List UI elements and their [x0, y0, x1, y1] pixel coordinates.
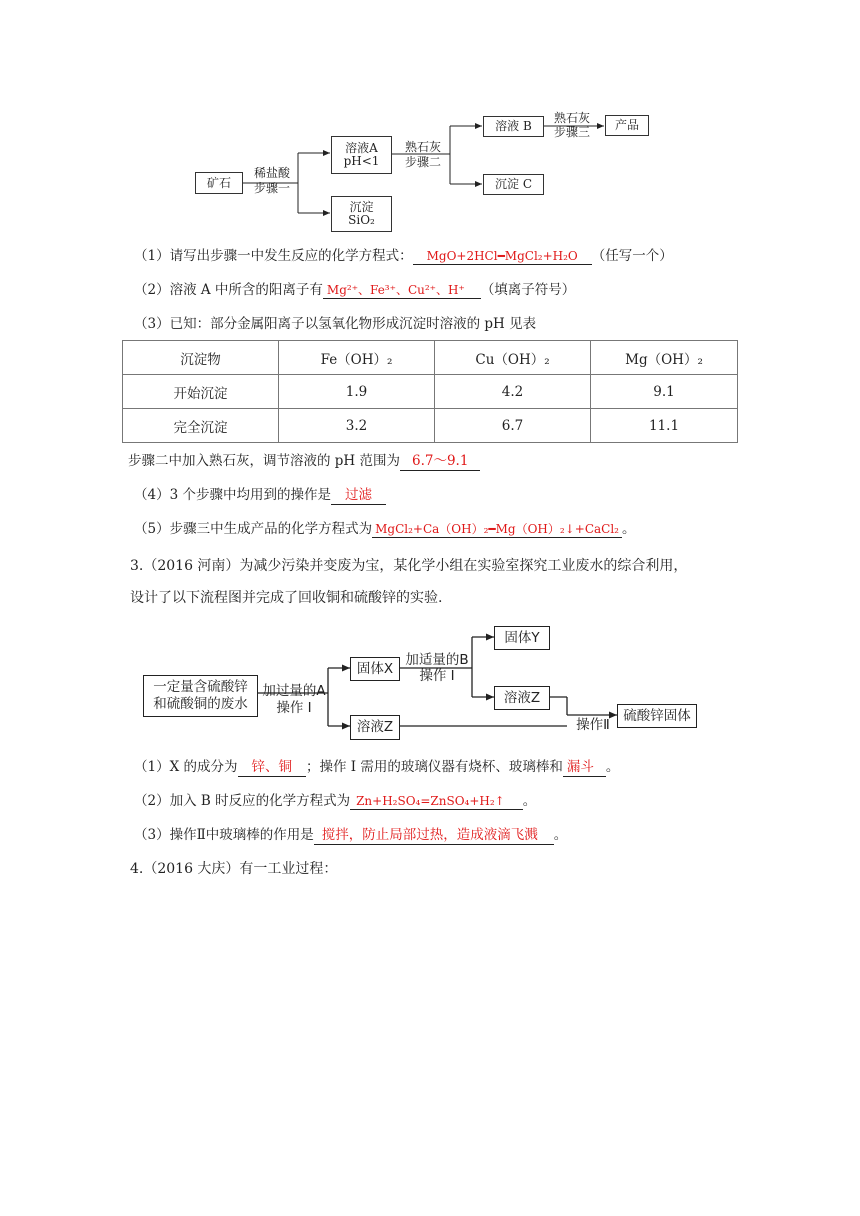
p3q1-prefix: （1）X 的成分为 [134, 759, 238, 775]
p3q1-suffix: 。 [605, 759, 620, 775]
precipitate-name: 沉淀 [349, 200, 374, 214]
ph-table [122, 340, 738, 443]
waste-water-line-2: 和硫酸铜的废水 [153, 696, 248, 712]
p3q2-prefix: （2）加入 B 时反应的化学方程式为 [134, 793, 351, 809]
q4-prefix: （4）3 个步骤中均用到的操作是 [134, 487, 331, 503]
q4-answer: 过滤 [331, 487, 386, 505]
q5-answer: MgCl₂+Ca（OH）₂━Mg（OH）₂↓+CaCl₂ [372, 522, 622, 538]
table-cell: 3.2 [279, 409, 435, 443]
operation-2-label: 操作Ⅱ [576, 717, 610, 733]
table-header-row [123, 341, 738, 375]
problem-4-text: 4.（2016 大庆）有一工业过程： [130, 861, 338, 877]
table-cell: 9.1 [591, 375, 738, 409]
solution-b-box: 溶液 B [483, 116, 544, 137]
p3q3-suffix: 。 [553, 827, 568, 843]
table-header-cell: Fe（OH）₂ [279, 341, 435, 375]
p3-question-2 [134, 792, 536, 810]
q5-prefix: （5）步骤三中生成产品的化学方程式为 [134, 521, 373, 537]
step3-label: 步骤三 [553, 125, 590, 139]
question-4 [134, 486, 386, 504]
p3q1-answer-1: 锌、铜 [238, 759, 307, 777]
precipitate-sio2-box [331, 196, 392, 232]
q3b-prefix: 步骤二中加入熟石灰，调节溶液的 pH 范围为 [128, 453, 400, 469]
table-cell: 11.1 [591, 409, 738, 443]
q1-prefix: （1）请写出步骤一中发生反应的化学方程式： [134, 248, 413, 264]
table-cell: 6.7 [435, 409, 591, 443]
p3-question-3 [134, 826, 567, 844]
table-header-cell: Cu（OH）₂ [435, 341, 591, 375]
q2-prefix: （2）溶液 A 中所含的阳离子有 [134, 282, 323, 298]
ore-box: 矿石 [195, 172, 243, 194]
table-header-cell: Mg（OH）₂ [591, 341, 738, 375]
p3q2-suffix: 。 [522, 793, 537, 809]
product-box: 产品 [605, 115, 649, 136]
precipitate-formula: SiO₂ [348, 213, 375, 227]
question-2 [134, 281, 575, 299]
p3-question-1 [134, 758, 619, 776]
lime-label: 熟石灰 [404, 140, 441, 154]
table-row [123, 409, 738, 443]
table-cell: 1.9 [279, 375, 435, 409]
p3q1-middle: ；操作 I 需用的玻璃仪器有烧杯、玻璃棒和 [306, 759, 563, 775]
problem-3-line-2: 设计了以下流程图并完成了回收铜和硫酸锌的实验. [130, 590, 443, 606]
solution-z-top-box: 溶液Z [494, 686, 550, 710]
table-cell: 完全沉淀 [123, 409, 279, 443]
table-cell: 4.2 [435, 375, 591, 409]
step1-label: 步骤一 [253, 181, 290, 195]
precipitate-c-box: 沉淀 C [483, 174, 544, 195]
table-header-cell: 沉淀物 [123, 341, 279, 375]
solid-y-box: 固体Y [494, 626, 550, 650]
operation-1-label-b: 操作 I [419, 668, 455, 684]
solid-x-box: 固体X [350, 657, 400, 681]
acid-label: 稀盐酸 [253, 166, 290, 180]
waste-water-line-1: 一定量含硫酸锌 [153, 679, 248, 695]
p3q3-prefix: （3）操作Ⅱ中玻璃棒的作用是 [134, 827, 314, 843]
zinc-sulfate-solid-box: 硫酸锌固体 [617, 704, 697, 728]
lime-label-2: 熟石灰 [553, 111, 590, 125]
q3b-answer: 6.7～9.1 [400, 453, 480, 471]
p3q1-answer-2: 漏斗 [563, 759, 606, 777]
solution-z-bottom-box: 溶液Z [350, 715, 400, 740]
p3q3-answer: 搅拌，防止局部过热，造成液滴飞溅 [314, 827, 554, 845]
q1-suffix: （任写一个） [591, 248, 673, 264]
p3q2-answer: Zn+H₂SO₄=ZnSO₄+H₂↑ [350, 794, 523, 810]
question-1 [134, 247, 673, 265]
waste-water-box [143, 675, 258, 717]
solution-a-box [331, 136, 392, 174]
table-row [123, 375, 738, 409]
operation-1-label-a: 操作 I [276, 700, 312, 716]
q5-suffix: 。 [621, 521, 636, 537]
q2-answer: Mg²⁺、Fe³⁺、Cu²⁺、H⁺ [323, 283, 481, 299]
question-3: （3）已知：部分金属阳离子以氢氧化物形成沉淀时溶液的 pH 见表 [134, 316, 537, 332]
table-cell: 开始沉淀 [123, 375, 279, 409]
flowchart-1-connectors [0, 0, 860, 250]
problem-3-line-1: 3.（2016 河南）为减少污染并变废为宝，某化学小组在实验室探究工业废水的综合利用， [130, 558, 688, 574]
solution-a-name: 溶液A [345, 141, 378, 155]
add-b-label: 加适量的B [405, 652, 469, 668]
question-3b [128, 452, 480, 470]
solution-a-ph: pH<1 [343, 154, 380, 168]
question-5 [134, 520, 635, 538]
add-a-label: 加过量的A [262, 683, 326, 699]
step2-label: 步骤二 [404, 155, 441, 169]
q1-answer: MgO+2HCl━MgCl₂+H₂O [413, 249, 592, 265]
q2-suffix: （填离子符号） [480, 282, 576, 298]
